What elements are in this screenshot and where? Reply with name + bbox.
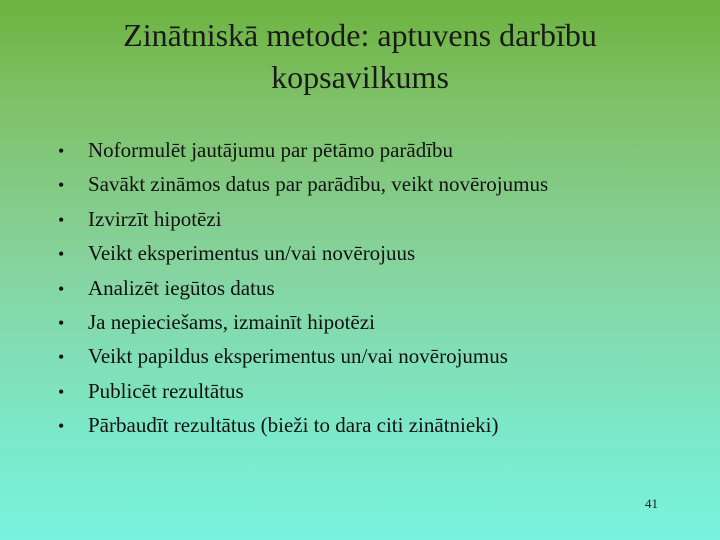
bullet-list bbox=[58, 133, 548, 443]
bullet-icon: • bbox=[58, 312, 65, 333]
list-item bbox=[58, 236, 548, 270]
bullet-icon: • bbox=[58, 278, 65, 299]
list-item-text: Publicēt rezultātus bbox=[88, 378, 244, 403]
bullet-icon: • bbox=[58, 141, 65, 161]
list-item-text: Izvirzīt hipotēzi bbox=[88, 206, 222, 231]
list-item bbox=[58, 305, 548, 339]
bullet-icon: • bbox=[58, 381, 65, 402]
bullet-icon: • bbox=[58, 347, 65, 368]
list-item bbox=[58, 374, 548, 408]
bullet-icon: • bbox=[58, 244, 65, 265]
page-number: 41 bbox=[645, 496, 658, 511]
list-item-text: Pārbaudīt rezultātus (bieži to dara citi zinātnieki) bbox=[88, 413, 499, 438]
bullet-icon: • bbox=[58, 416, 65, 437]
bullet-icon: • bbox=[58, 209, 65, 230]
list-item bbox=[58, 202, 548, 236]
list-item bbox=[58, 271, 548, 305]
list-item-text: Veikt papildus eksperimentus un/vai novērojumus bbox=[88, 344, 508, 369]
list-item bbox=[58, 339, 548, 373]
list-item-text: Veikt eksperimentus un/vai novērojuus bbox=[88, 241, 416, 266]
list-item bbox=[58, 408, 548, 442]
list-item bbox=[58, 133, 548, 167]
list-item-text: Analizēt iegūtos datus bbox=[88, 275, 275, 300]
list-item-text: Noformulēt jautājumu par pētāmo parādību bbox=[88, 138, 454, 162]
list-item bbox=[58, 167, 548, 201]
list-item-text: Savākt zināmos datus par parādību, veikt novērojumus bbox=[88, 172, 549, 197]
slide-title: Zinātniskā metode: aptuvens darbību kopsavilkums bbox=[123, 17, 597, 95]
list-item-text: Ja nepieciešams, izmainīt hipotēzi bbox=[88, 309, 375, 334]
bullet-icon: • bbox=[58, 175, 65, 196]
